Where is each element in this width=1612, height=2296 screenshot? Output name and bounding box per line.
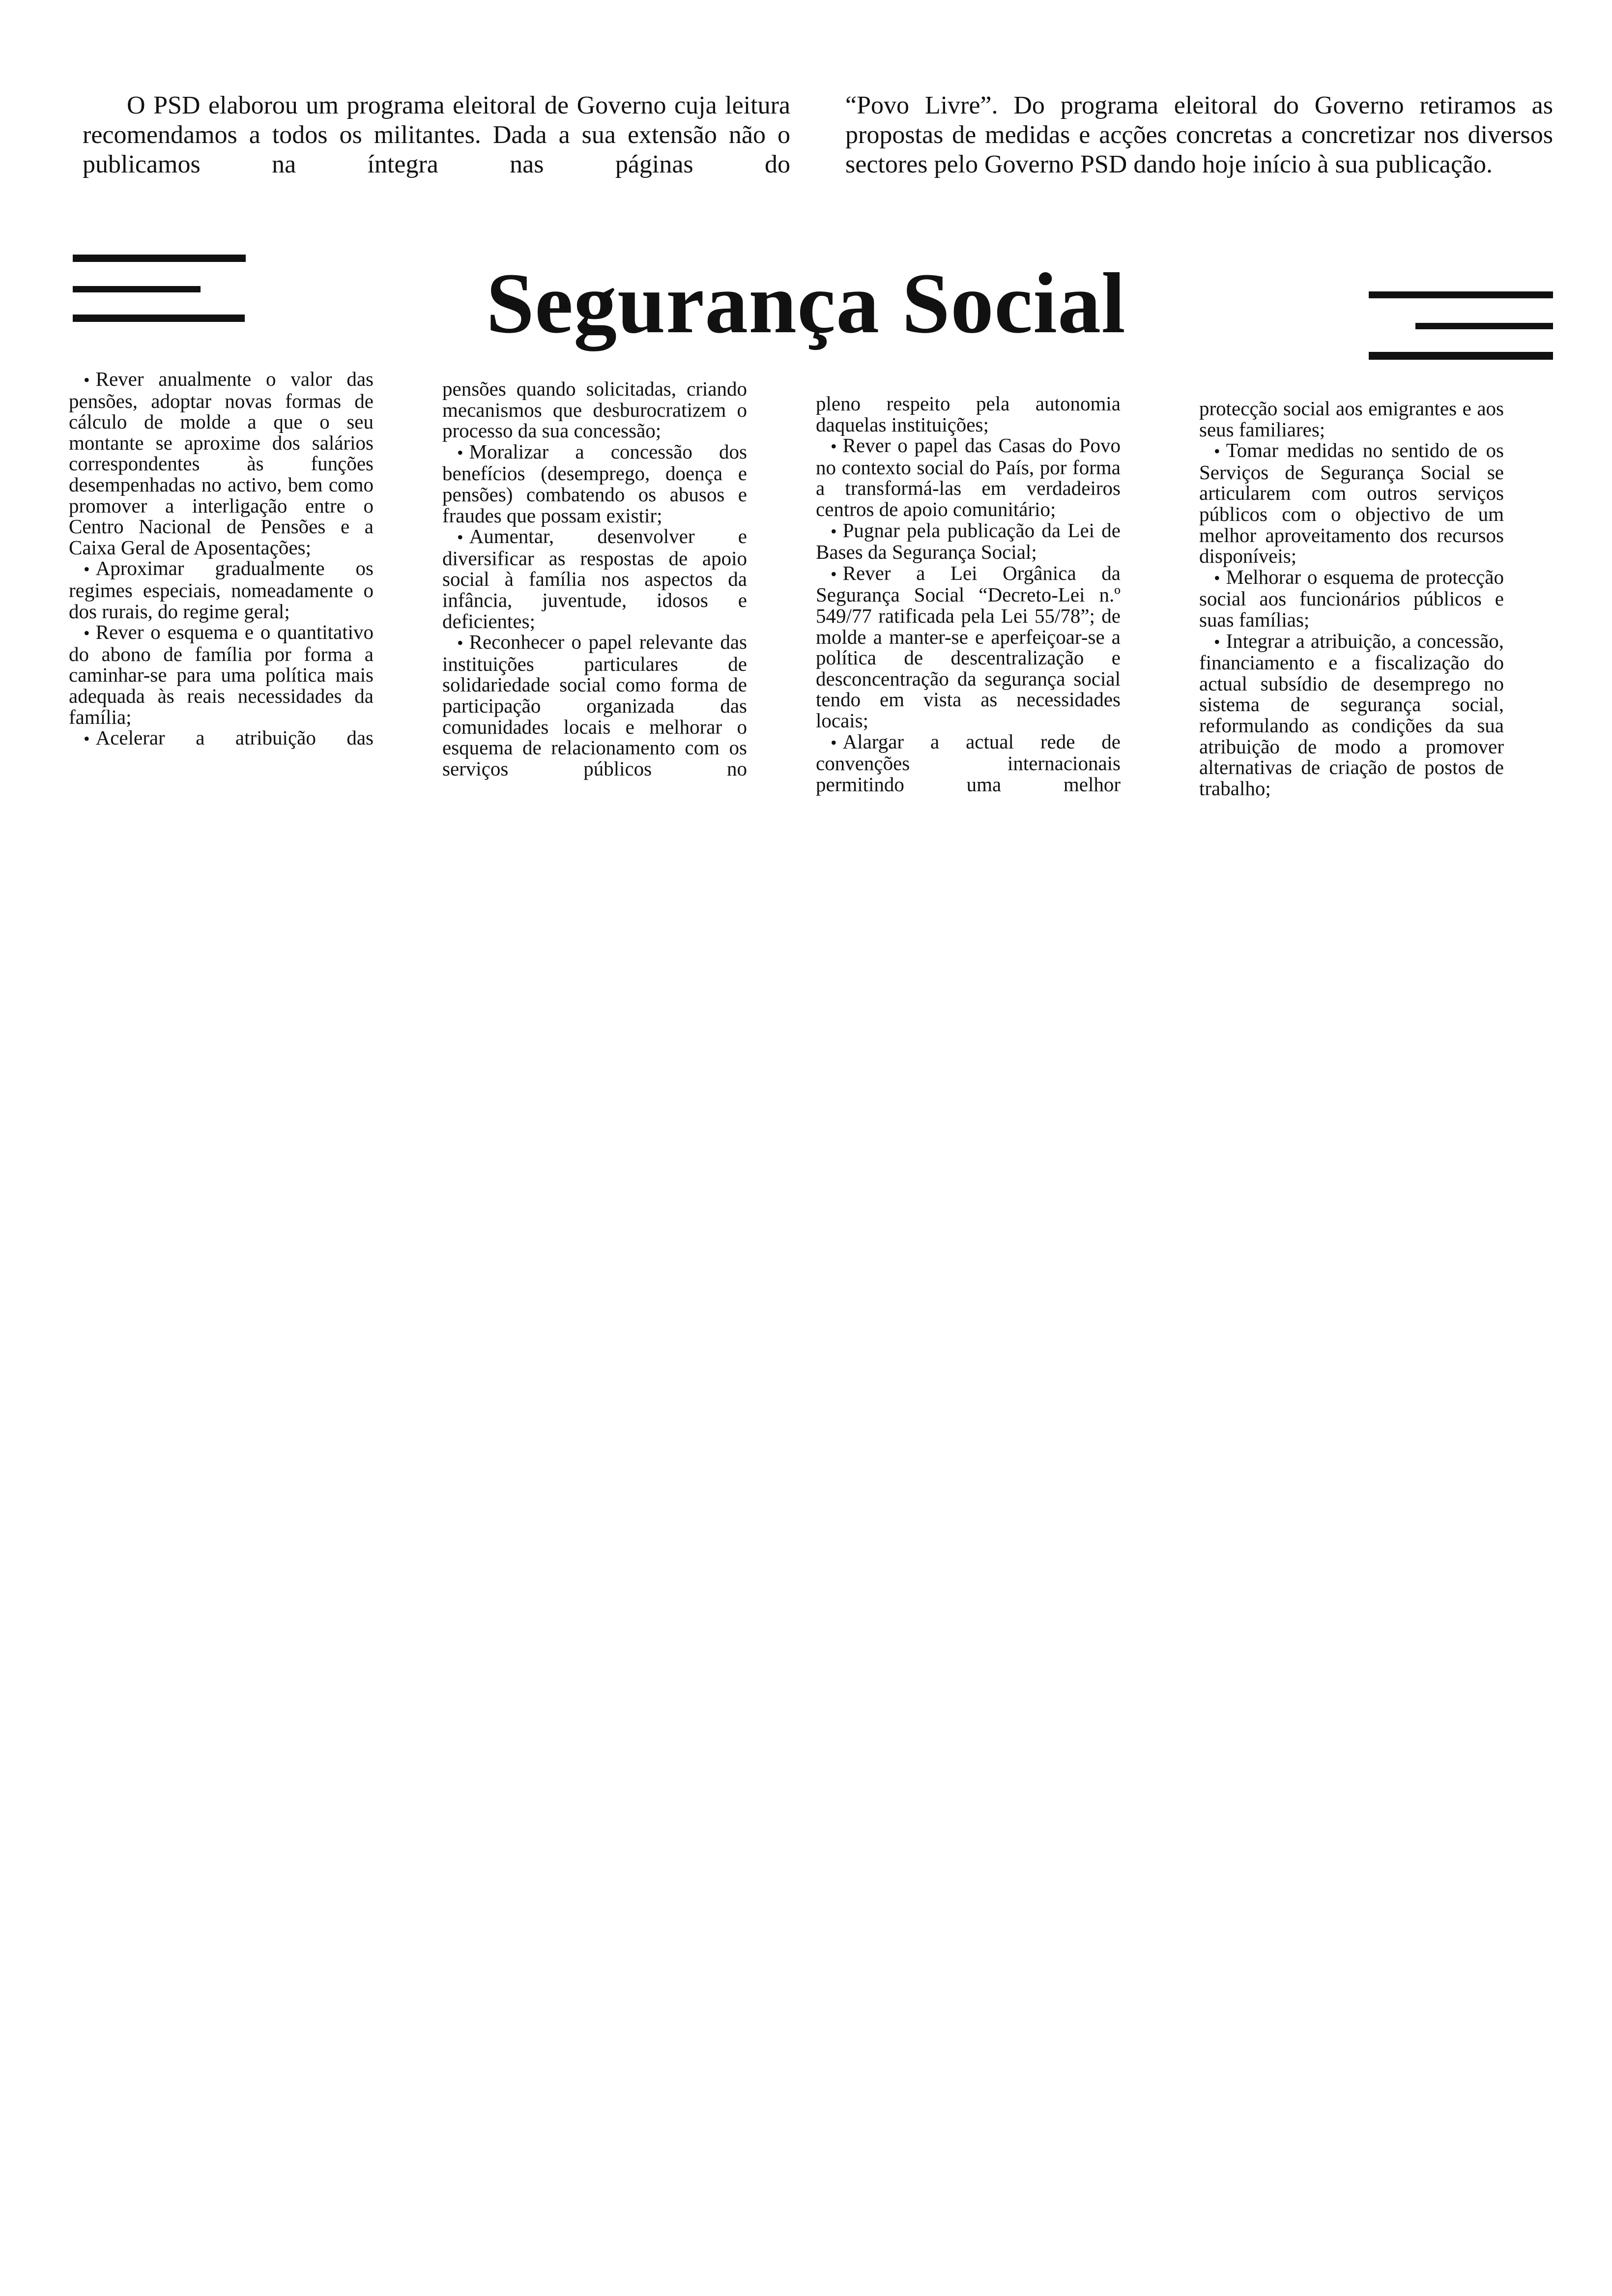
list-item: • Reconhecer o papel relevante das instituições particulares de solidariedade social como forma de participação organizada das comunidades locais e melhorar o esquema de relacionamento com os serviços públicos no	[442, 631, 747, 780]
intro-right	[845, 91, 1553, 179]
rule-right-1	[1369, 291, 1553, 298]
continuation-text: pleno respeito pela autonomia daquelas instituições;	[816, 392, 1121, 436]
column-4	[1199, 398, 1504, 799]
rule-left-1	[73, 255, 246, 262]
list-item: • Pugnar pela publicação da Lei de Bases da Segurança Social;	[816, 518, 1121, 564]
list-item: • Acelerar a atribuição das	[84, 726, 374, 749]
headline: Segurança Social	[486, 256, 1126, 351]
column-1	[69, 369, 374, 749]
bullet-icon: •	[1214, 568, 1220, 588]
list-item: • Aumentar, desenvolver e diversificar as respostas de apoio social à família nos aspectos da infância, juventude, idosos e deficientes;	[442, 525, 747, 632]
bullet-icon: •	[1214, 631, 1220, 652]
bullet-icon: •	[831, 564, 837, 584]
continuation-text: protecção social aos emigrantes e aos seus familiares;	[1199, 397, 1504, 441]
bullet-icon: •	[84, 559, 90, 579]
rule-left-3	[73, 315, 245, 322]
bullet-icon: •	[84, 729, 90, 749]
rule-right-3	[1369, 352, 1553, 360]
list-item: • Aproximar gradualmente os regimes especiais, nomeadamente o dos rurais, do regime geral;	[69, 557, 374, 623]
intro-right-text: “Povo Livre”. Do programa eleitoral do Governo retiramos as propostas de medidas e acções concretas a concretizar nos diversos sectores pelo Governo PSD dando hoje início à sua publicação.	[845, 91, 1553, 178]
list-item: • Rever o papel das Casas do Povo no contexto social do País, por forma a transformá-las em verdadeiros centros de apoio comunitário;	[816, 434, 1121, 520]
continuation-text: pensões quando solicitadas, criando mecanismos que desburocratizem o processo da sua concessão;	[442, 377, 747, 442]
bullet-icon: •	[84, 623, 90, 643]
list-item: • Integrar a atribuição, a concessão, financiamento e a fiscalização do actual subsídio de desemprego no sistema de segurança social, reformulando as condições da sua atribuição de modo a promover alternativas de criação de postos de trabalho;	[1199, 629, 1504, 800]
column-2	[442, 378, 747, 779]
intro-left-text: O PSD elaborou um programa eleitoral de Governo cuja leitura recomendamos a todos os militantes. Dada a sua extensão não o publicamos na íntegra nas páginas do	[83, 91, 790, 178]
list-item: • Rever a Lei Orgânica da Segurança Social “Decreto-Lei n.º 549/77 ratificada pela Lei 55/78”; de molde a manter-se e aperfeiçoar-se a política de descentralização e desconcentração da segurança social tendo em vista as necessidades locais;	[816, 561, 1121, 732]
list-item: • Rever anualmente o valor das pensões, adoptar novas formas de cálculo de molde a que o seu montante se aproxime dos salários correspondentes às funções desempenhadas no activo, bem como promover a interligação entre o Centro Nacional de Pensões e a Caixa Geral de Aposentações;	[69, 368, 374, 559]
bullet-icon: •	[457, 442, 463, 462]
bullet-icon: •	[831, 521, 837, 541]
bullet-icon: •	[84, 370, 90, 390]
bullet-icon: •	[831, 732, 837, 752]
bullet-icon: •	[831, 436, 837, 457]
rule-left-2	[73, 286, 201, 292]
bullet-icon: •	[457, 527, 463, 547]
list-item: • Rever o esquema e o quantitativo do abono de família por forma a caminhar-se para uma política mais adequada às reais necessidades da família;	[69, 621, 374, 728]
column-3	[816, 393, 1121, 795]
list-item: • Melhorar o esquema de protecção social aos funcionários públicos e suas famílias;	[1199, 565, 1504, 631]
list-item: • Moralizar a concessão dos benefícios (desemprego, doença e pensões) combatendo os abusos e fraudes que possam existir;	[442, 440, 747, 527]
intro-left	[83, 91, 790, 179]
bullet-icon: •	[457, 633, 463, 653]
list-item: • Tomar medidas no sentido de os Serviços de Segurança Social se articularem com outros serviços públicos com o objectivo de um melhor aproveitamento dos recursos disponíveis;	[1199, 439, 1504, 568]
bullet-icon: •	[1214, 441, 1220, 461]
list-item: • Alargar a actual rede de convenções internacionais permitindo uma melhor	[816, 730, 1121, 796]
rule-right-2	[1415, 323, 1553, 329]
